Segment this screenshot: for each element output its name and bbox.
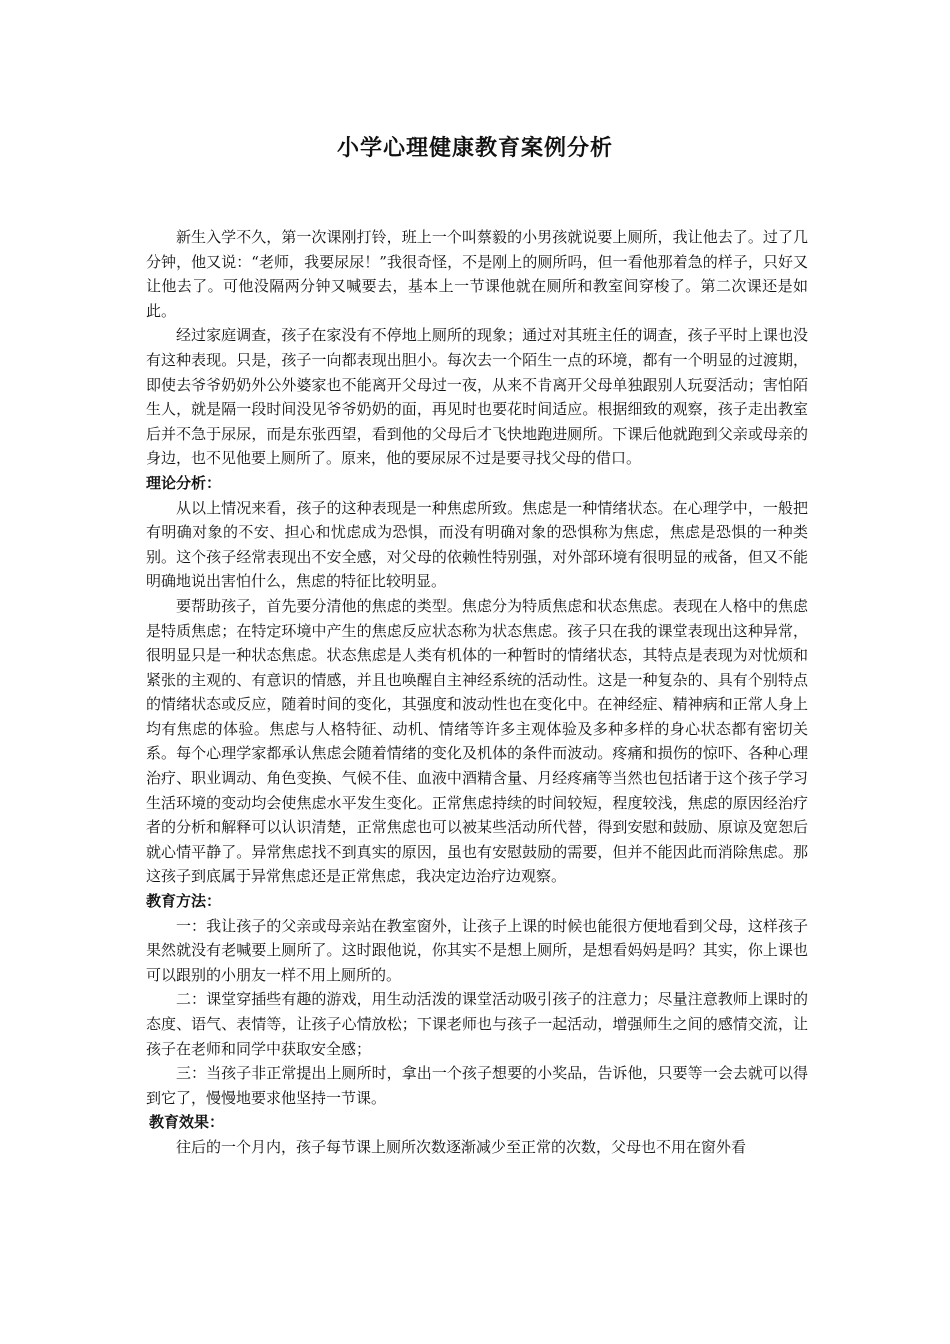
effects-paragraph-1: 往后的一个月内，孩子每节课上厕所次数逐渐减少至正常的次数，父母也不用在窗外看: [176, 1137, 747, 1156]
method-paragraph-3: 三：当孩子非正常提出上厕所时，拿出一个孩子想要的小奖品，告诉他，只要等一会去就可以得到它了，慢慢地要求他坚持一节课。: [146, 1064, 808, 1107]
method-paragraph-2: 二：课堂穿插些有趣的游戏，用生动活泼的课堂活动吸引孩子的注意力；尽量注意教师上课时的态度、语气、表情等，让孩子心情放松；下课老师也与孩子一起活动，增强师生之间的感情交流，让孩子在老师和同学中获取安全感；: [146, 990, 808, 1058]
method-paragraph-1: 一：我让孩子的父亲或母亲站在教室窗外，让孩子上课的时候也能很方便地看到父母，这样孩子果然就没有老喊要上厕所了。这时跟他说，你其实不是想上厕所，是想看妈妈是吗？其实，你上课也可以跟别的小朋友一样不用上厕所的。: [146, 916, 808, 984]
effects-heading: 教育效果：: [149, 1113, 225, 1132]
theory-paragraph-2: 要帮助孩子，首先要分清他的焦虑的类型。焦虑分为特质焦虑和状态焦虑。表现在人格中的焦虑是特质焦虑；在特定环境中产生的焦虑反应状态称为状态焦虑。孩子只在我的课堂表现出这种异常，很明显只是一种状态焦虑。状态焦虑是人类有机体的一种暂时的情绪状态，其特点是表现为对忧烦和紧张的主观的、有意识的情感，并且也唤醒自主神经系统的活动性。这是一种复杂的、具有个别特点的情绪状态或反应，随着时间的变化，其强度和波动性也在变化中。在神经症、精神病和正常人身上均有焦虑的体验。焦虑与人格特征、动机、情绪等许多主观体验及多种多样的身心状态都有密切关系。每个心理学家都承认焦虑会随着情绪的变化及机体的条件而波动。疼痛和损伤的惊吓、各种心理治疗、职业调动、角色变换、气候不佳、血液中酒精含量、月经疼痛等当然也包括诸于这个孩子学习生活环境的变动均会使焦虑水平发生变化。正常焦虑持续的时间较短，程度较浅，焦虑的原因经治疗者的分析和解释可以认识清楚，正常焦虑也可以被某些活动所代替，得到安慰和鼓励、原谅及宽恕后就心情平静了。异常焦虑找不到真实的原因，虽也有安慰鼓励的需要，但并不能因此而消除焦虑。那这孩子到底属于异常焦虑还是正常焦虑，我决定边治疗边观察。: [146, 596, 808, 886]
document-body: [146, 225, 808, 1160]
document-title: 小学心理健康教育案例分析: [336, 136, 613, 161]
theory-paragraph-1: 从以上情况来看，孩子的这种表现是一种焦虑所致。焦虑是一种情绪状态。在心理学中，一般把有明确对象的不安、担心和忧虑成为恐惧，而没有明确对象的恐惧称为焦虑，焦虑是恐惧的一种类别。这个孩子经常表现出不安全感，对父母的依赖性特别强，对外部环境有很明显的戒备，但又不能明确地说出害怕什么，焦虑的特征比较明显。: [146, 498, 808, 591]
intro-paragraph-2: 经过家庭调查，孩子在家没有不停地上厕所的现象；通过对其班主任的调查，孩子平时上课也没有这种表现。只是，孩子一向都表现出胆小。每次去一个陌生一点的环境，都有一个明显的过渡期，即使去爷爷奶奶外公外婆家也不能离开父母过一夜，从来不肯离开父母单独跟别人玩耍活动；害怕陌生人，就是隔一段时间没见爷爷奶奶的面，再见时也要花时间适应。根据细致的观察，孩子走出教室后并不急于尿尿，而是东张西望，看到他的父母后才飞快地跑进厕所。下课后他就跑到父亲或母亲的身边，也不见他要上厕所了。原来，他的要尿尿不过是要寻找父母的借口。: [146, 326, 808, 468]
theory-heading: 理论分析：: [146, 473, 222, 492]
intro-paragraph-1: 新生入学不久，第一次课刚打铃，班上一个叫蔡毅的小男孩就说要上厕所，我让他去了。过了几分钟，他又说：“老师，我要尿尿！”我很奇怪，不是刚上的厕所吗，但一看他那着急的样子，只好又让他去了。可他没隔两分钟又喊要去，基本上一节课他就在厕所和教室间穿梭了。第二次课还是如此。: [146, 228, 808, 320]
methods-heading: 教育方法：: [146, 892, 222, 911]
